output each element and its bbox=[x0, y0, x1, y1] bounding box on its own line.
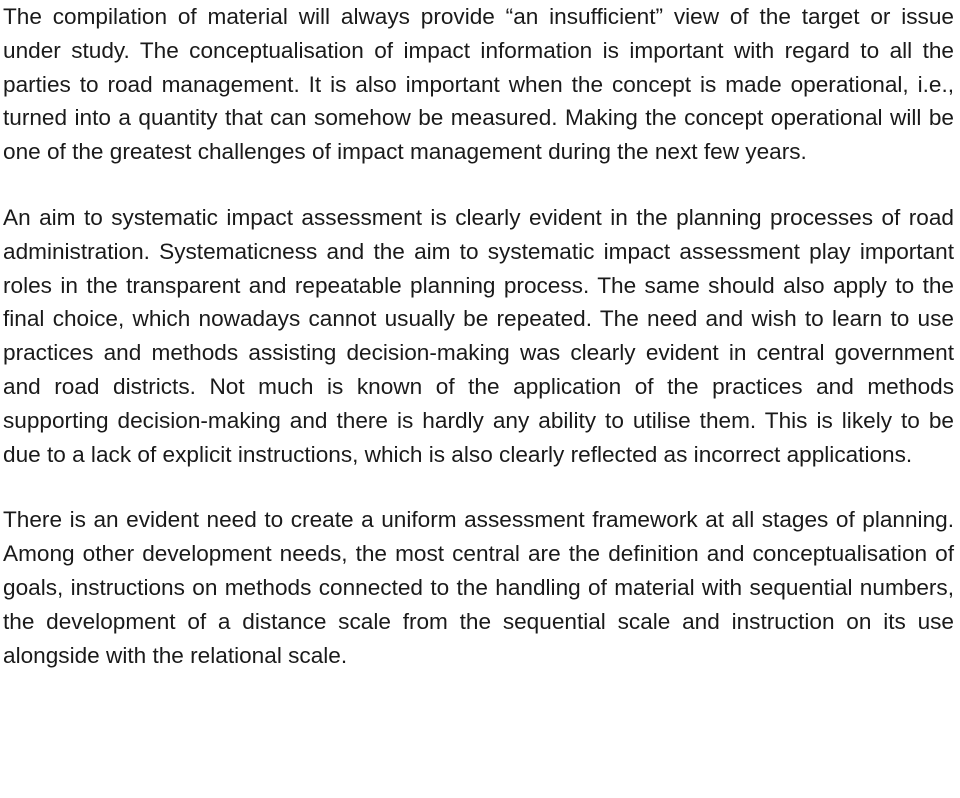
paragraph-assessment-framework: There is an evident need to create a uniform assessment framework at all stages of planning. Among other development needs, the most central are the definition and conceptualisation of goals, instructions on methods connected to the handling of material with sequential numbers, the development of a distance scale from the sequential scale and instruction on its use alongside with the relational scale. bbox=[3, 507, 954, 668]
paragraph-impact-conceptualisation: The compilation of material will always provide “an insufficient” view of the target or issue under study. The conceptualisation of impact information is important with regard to all the parties to road management. It is also important when the concept is made operational, i.e., turned into a quantity that can somehow be measured. Making the concept operational will be one of the greatest challenges of impact management during the next few years. bbox=[3, 4, 954, 165]
paragraph-systematic-assessment: An aim to systematic impact assessment is clearly evident in the planning processes of road administration. Systematicness and the aim to systematic impact assessment play important roles in the transparent and repeatable planning process. The same should also apply to the final choice, which nowadays cannot usually be repeated. The need and wish to learn to use practices and methods assisting decision-making was clearly evident in central government and road districts. Not much is known of the application of the practices and methods supporting decision-making and there is hardly any ability to utilise them. This is likely to be due to a lack of explicit instructions, which is also clearly reflected as incorrect applications. bbox=[3, 204, 954, 467]
